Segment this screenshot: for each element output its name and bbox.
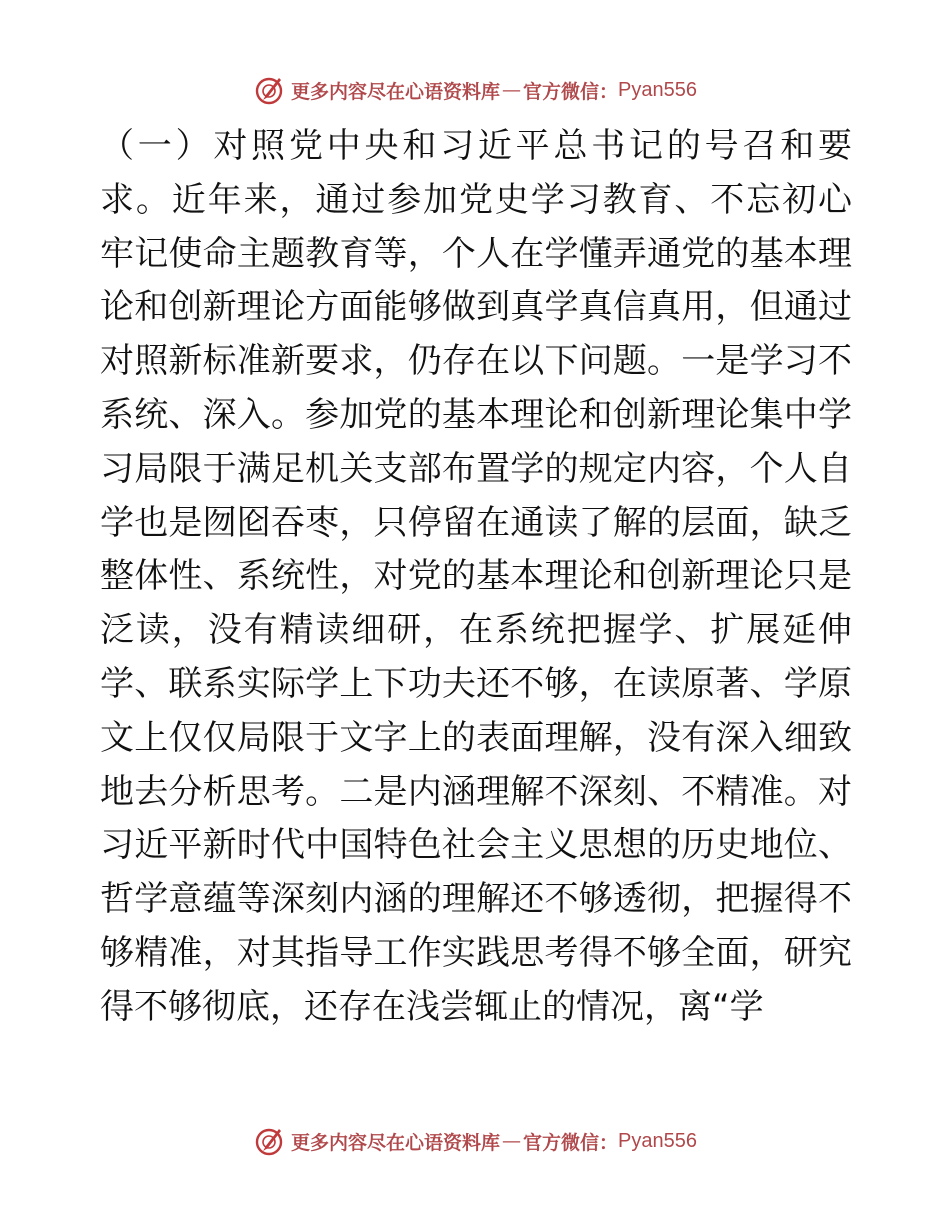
paragraph-line: 整体性、系统性，对党的基本理论和创新理论只是 — [100, 556, 852, 597]
paragraph-line: 对照新标准新要求，仍存在以下问题。一是学习不 — [100, 341, 852, 382]
paragraph-line: 习近平新时代中国特色社会主义思想的历史地位、 — [100, 825, 852, 866]
footer-watermark — [0, 1121, 950, 1161]
paragraph-line: 哲学意蕴等深刻内涵的理解还不够透彻，把握得不 — [100, 879, 852, 920]
watermark-separator: — — [502, 1130, 522, 1152]
paragraph-line: 学、联系实际学上下功夫还不够，在读原著、学原 — [100, 663, 852, 704]
paragraph-line: 学也是囫囵吞枣，只停留在通读了解的层面，缺乏 — [100, 502, 852, 543]
paragraph-line: （一）对照党中央和习近平总书记的号召和要 — [100, 126, 852, 166]
watermark-main-text: 更多内容尽在心语资料库 — [291, 1131, 501, 1154]
document-body — [100, 120, 852, 1035]
watermark-main-text: 更多内容尽在心语资料库 — [291, 80, 501, 103]
watermark-label: 官方微信： — [523, 1131, 619, 1154]
paragraph-line: 习局限于满足机关支部布置学的规定内容，个人自 — [100, 448, 852, 489]
paragraph-line: 泛读，没有精读细研，在系统把握学、扩展延伸 — [100, 610, 852, 651]
paragraph-line: 论和创新理论方面能够做到真学真信真用，但通过 — [100, 287, 852, 328]
paragraph-line: 求。近年来，通过参加党史学习教育、不忘初心 — [100, 179, 852, 220]
watermark-separator: — — [502, 79, 522, 101]
watermark-handle: Pyan556 — [618, 78, 697, 101]
paragraph-line: 够精准，对其指导工作实践思考得不够全面，研究 — [100, 932, 852, 973]
paragraph-line: 系统、深入。参加党的基本理论和创新理论集中学 — [100, 394, 852, 435]
paragraph-line: 牢记使命主题教育等，个人在学懂弄通党的基本理 — [100, 233, 852, 274]
quill-logo-icon — [253, 1125, 285, 1157]
quill-logo-icon — [253, 74, 285, 106]
paragraph-line: 地去分析思考。二是内涵理解不深刻、不精准。对 — [100, 771, 852, 812]
watermark-handle: Pyan556 — [618, 1129, 697, 1152]
watermark-label: 官方微信： — [523, 80, 619, 103]
header-watermark — [0, 70, 950, 110]
paragraph-line: 文上仅仅局限于文字上的表面理解，没有深入细致 — [100, 717, 852, 758]
paragraph-line-last: 得不够彻底，还存在浅尝辄止的情况，离“学 — [100, 986, 764, 1027]
